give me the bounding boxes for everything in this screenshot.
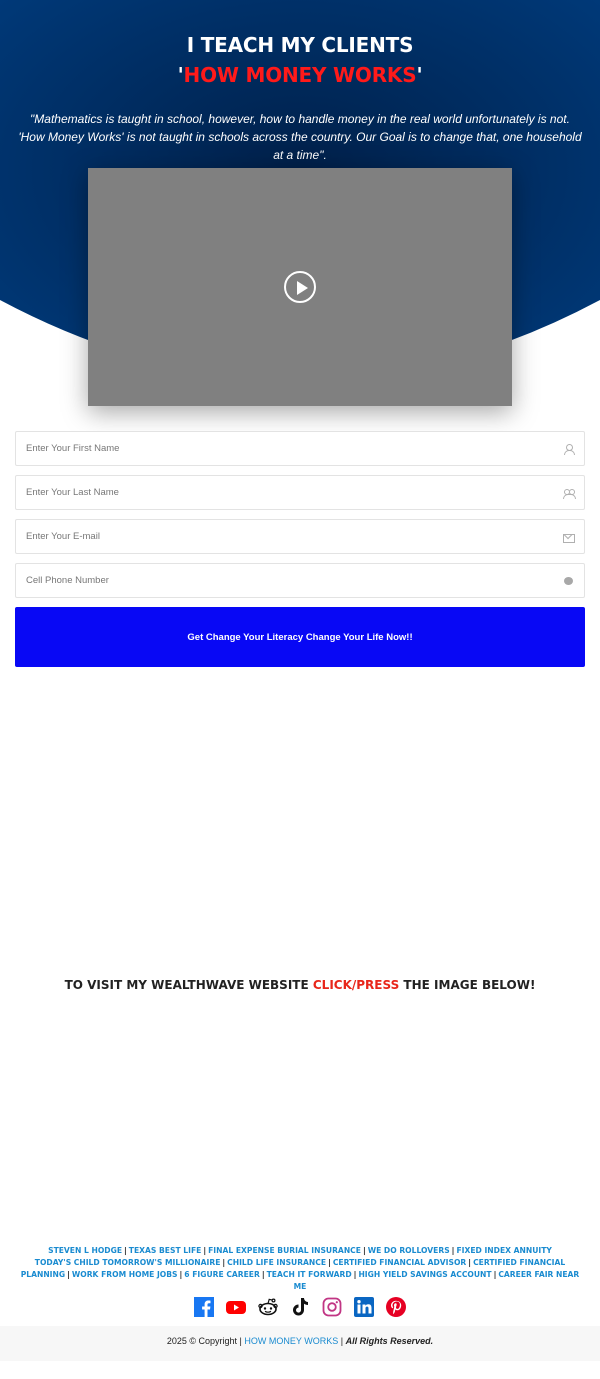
- rights-text: All Rights Reserved.: [345, 1336, 434, 1346]
- email-field-wrapper: [15, 519, 585, 554]
- email-input[interactable]: [16, 520, 584, 553]
- visit-text-highlight: CLICK/PRESS: [312, 978, 400, 992]
- headline-quote-close: ': [416, 63, 423, 87]
- footer-link[interactable]: TEACH IT FORWARD: [266, 1270, 352, 1279]
- footer-link[interactable]: WORK FROM HOME JOBS: [71, 1270, 178, 1279]
- pinterest-icon[interactable]: [386, 1297, 406, 1318]
- video-player[interactable]: [88, 168, 512, 406]
- brand-link[interactable]: HOW MONEY WORKS: [244, 1336, 339, 1346]
- tiktok-icon[interactable]: [290, 1297, 310, 1318]
- last-name-field-wrapper: [15, 475, 585, 510]
- youtube-icon[interactable]: [226, 1297, 246, 1318]
- first-name-input[interactable]: [16, 432, 584, 465]
- linkedin-icon[interactable]: [354, 1297, 374, 1318]
- play-circle-icon[interactable]: [284, 271, 316, 303]
- footer-link[interactable]: HIGH YIELD SAVINGS ACCOUNT: [358, 1270, 492, 1279]
- footer-link[interactable]: STEVEN L HODGE: [48, 1246, 123, 1255]
- envelope-icon: [563, 532, 574, 543]
- last-name-input[interactable]: [16, 476, 584, 509]
- reddit-icon[interactable]: [258, 1297, 278, 1318]
- user-icon: [563, 444, 574, 455]
- footer-link[interactable]: TODAY'S CHILD TOMORROW'S MILLIONAIRE: [34, 1258, 221, 1267]
- headline-line2: [0, 60, 600, 90]
- submit-button[interactable]: Get Change Your Literacy Change Your Life Now!!: [15, 607, 585, 667]
- visit-text-before: TO VISIT MY WEALTHWAVE WEBSITE: [64, 978, 313, 992]
- facebook-icon[interactable]: [194, 1297, 214, 1318]
- copyright-footer: [0, 1326, 600, 1361]
- footer-link[interactable]: TEXAS BEST LIFE: [128, 1246, 202, 1255]
- wealthwave-callout: [0, 978, 600, 992]
- page-title: [0, 30, 600, 90]
- footer-link[interactable]: CERTIFIED FINANCIAL PLANNING: [20, 1258, 566, 1279]
- footer-link[interactable]: CERTIFIED FINANCIAL ADVISOR: [332, 1258, 467, 1267]
- footer-links: STEVEN L HODGE | TEXAS BEST LIFE | FINAL EXPENSE BURIAL INSURANCE | WE DO ROLLOVERS | FIXED INDEX ANNUITY TODAY'S CHILD TOMORROW'S MILLIONAIRE | CHILD LIFE INSURANCE | CERTIFIED FINANCIAL ADVISOR | CERTIFIED FINANCIAL PLANNING | WORK FROM HOME JOBS | 6 FIGURE CAREER | TEACH IT FORWARD | HIGH YIELD SAVINGS ACCOUNT | CAREER FAIR NEAR ME: [20, 1246, 580, 1291]
- chat-bubble-icon: [563, 576, 574, 587]
- signup-form: [15, 431, 585, 667]
- footer-link[interactable]: WE DO ROLLOVERS: [367, 1246, 450, 1255]
- copyright-text: 2025 © Copyright |: [166, 1336, 245, 1346]
- phone-field-wrapper: [15, 563, 585, 598]
- footer-separator: |: [338, 1336, 346, 1346]
- footer-link[interactable]: CHILD LIFE INSURANCE: [227, 1258, 327, 1267]
- headline-highlight: HOW MONEY WORKS: [183, 63, 417, 87]
- users-icon: [563, 488, 574, 499]
- footer-link[interactable]: CAREER FAIR NEAR ME: [293, 1270, 580, 1291]
- social-icons: [0, 1297, 600, 1318]
- visit-text-after: THE IMAGE BELOW!: [399, 978, 536, 992]
- first-name-field-wrapper: [15, 431, 585, 466]
- footer-link[interactable]: FINAL EXPENSE BURIAL INSURANCE: [208, 1246, 361, 1255]
- headline-quote-open: ': [177, 63, 184, 87]
- instagram-icon[interactable]: [322, 1297, 342, 1318]
- footer-link[interactable]: 6 FIGURE CAREER: [184, 1270, 260, 1279]
- intro-quote: "Mathematics is taught in school, however, how to handle money in the real world unfortunately is not. 'How Money Works' is not taught in schools across the country. Our Goal is to change that, one household at a time".: [18, 112, 582, 162]
- footer-link[interactable]: FIXED INDEX ANNUITY: [456, 1246, 552, 1255]
- headline-line1: I TEACH MY CLIENTS: [186, 33, 414, 57]
- phone-input[interactable]: [16, 564, 584, 597]
